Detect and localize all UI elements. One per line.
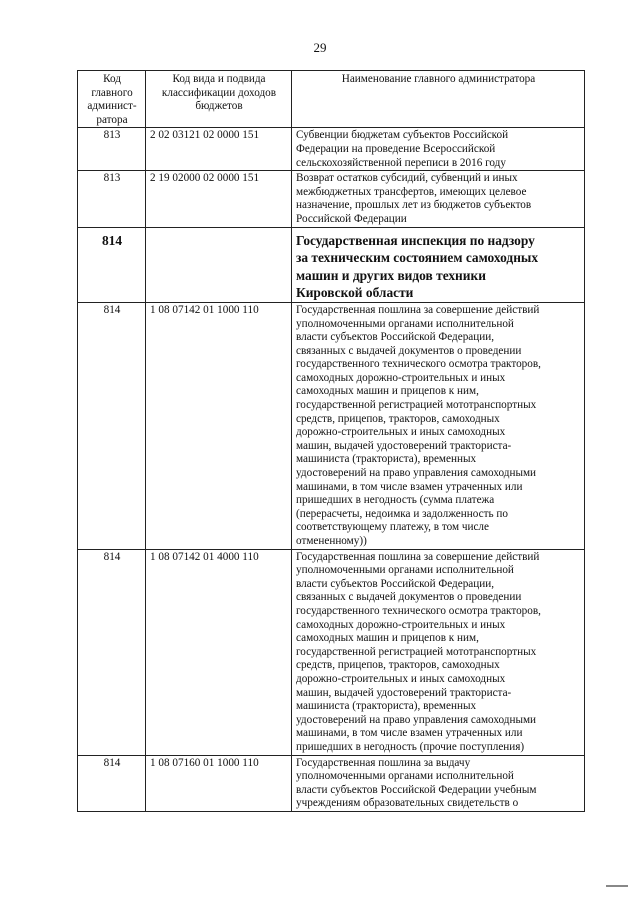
name-line: Государственная инспекция по надзору xyxy=(296,232,535,248)
header-line: бюджетов xyxy=(195,100,243,113)
name-line: сельскохозяйственной переписи в 2016 году xyxy=(296,156,506,169)
name-line: учреждениям образовательных свидетельств о xyxy=(296,797,519,810)
admin-code-cell: 814 xyxy=(78,302,146,549)
name-line: удостоверений на право управления самоходными xyxy=(296,467,537,480)
name-line: дорожно-строительных и иных самоходных xyxy=(296,426,506,439)
name-line: Субвенции бюджетам субъектов Российской xyxy=(296,129,509,142)
name-line: Кировской области xyxy=(296,285,414,301)
name-line: власти субъектов Российской Федерации учебным xyxy=(296,783,537,796)
name-line: средств, прицепов, тракторов, самоходных xyxy=(296,659,500,672)
header-admin-code xyxy=(78,71,146,128)
name-line: за техническим состоянием самоходных xyxy=(296,250,539,266)
revenue-code-cell xyxy=(146,227,292,302)
name-line: самоходных машин и прицепов к ним, xyxy=(296,632,479,645)
name-line: самоходных машин и прицепов к ним, xyxy=(296,385,479,398)
admin-code-cell: 814 xyxy=(78,549,146,755)
name-line: удостоверений на право управления самоходными xyxy=(296,713,537,726)
name-line: машин, выдачей удостоверений тракториста- xyxy=(296,686,512,699)
revenue-code-cell: 2 02 03121 02 0000 151 xyxy=(146,128,292,171)
name-line: власти субъектов Российской Федерации, xyxy=(296,331,495,344)
name-line: (перерасчеты, недоимка и задолженность по xyxy=(296,507,508,520)
name-line: Федерации на проведение Всероссийской xyxy=(296,142,496,155)
header-line: админист- xyxy=(87,100,137,113)
name-line: пришедших в негодность (прочие поступления) xyxy=(296,740,525,753)
name-line: государственной регистрацией мототранспортных xyxy=(296,399,537,412)
name-line: Государственная пошлина за совершение действий xyxy=(296,303,540,316)
revenue-code-cell: 1 08 07142 01 1000 110 xyxy=(146,302,292,549)
revenue-code-cell: 1 08 07142 01 4000 110 xyxy=(146,549,292,755)
name-line: самоходных дорожно-строительных и иных xyxy=(296,371,506,384)
table-header xyxy=(78,71,585,128)
header-admin-name xyxy=(292,71,585,128)
administrator-row xyxy=(78,227,585,302)
table-body xyxy=(78,128,585,812)
header-line: Код вида и подвида xyxy=(172,73,266,85)
name-line: связанных с выдачей документов о проведении xyxy=(296,591,522,604)
name-line: дорожно-строительных и иных самоходных xyxy=(296,672,506,685)
admin-code-cell: 814 xyxy=(78,227,146,302)
header-revenue-code xyxy=(146,71,292,128)
name-line: государственного технического осмотра тракторов, xyxy=(296,604,541,617)
admin-name-cell xyxy=(292,755,585,811)
name-line: машин, выдачей удостоверений тракториста- xyxy=(296,439,512,452)
admin-name-cell xyxy=(292,171,585,227)
name-line: государственной регистрацией мототранспортных xyxy=(296,645,537,658)
header-line: классификации доходов xyxy=(161,86,277,99)
name-line: пришедших в негодность (сумма платежа xyxy=(296,494,495,507)
name-line: Государственная пошлина за совершение действий xyxy=(296,550,540,563)
revenue-code-cell: 2 19 02000 02 0000 151 xyxy=(146,171,292,227)
table-row xyxy=(78,128,585,171)
name-line: государственного технического осмотра тракторов, xyxy=(296,358,541,371)
header-line: Наименование главного администратора xyxy=(341,73,536,85)
header-line: ратора xyxy=(96,113,128,126)
revenue-administrators-table xyxy=(77,70,585,812)
name-line: Государственная пошлина за выдачу xyxy=(296,756,471,769)
name-line: соответствующему платежу, в том числе xyxy=(296,521,489,534)
table-row xyxy=(78,549,585,755)
name-line: межбюджетных трансфертов, имеющих целевое xyxy=(296,185,527,198)
header-line: Код xyxy=(103,73,121,85)
admin-name-cell xyxy=(292,549,585,755)
table-row xyxy=(78,755,585,811)
admin-name-cell xyxy=(292,128,585,171)
name-line: машинами, в том числе взамен утраченных или xyxy=(296,480,523,493)
name-line: власти субъектов Российской Федерации, xyxy=(296,577,495,590)
name-line: уполномоченными органами исполнительной xyxy=(296,317,514,330)
admin-name-cell xyxy=(292,227,585,302)
name-line: средств, прицепов, тракторов, самоходных xyxy=(296,412,500,425)
name-line: Возврат остатков субсидий, субвенций и иных xyxy=(296,172,518,185)
page-number: 29 xyxy=(313,40,327,55)
table-row xyxy=(78,171,585,227)
name-line: уполномоченными органами исполнительной xyxy=(296,564,514,577)
name-line: машиниста (тракториста), временных xyxy=(296,700,477,713)
header-row xyxy=(78,71,585,128)
name-line: машиниста (тракториста), временных xyxy=(296,453,477,466)
name-line: отмененному)) xyxy=(296,535,367,547)
table-row xyxy=(78,302,585,549)
name-line: самоходных дорожно-строительных и иных xyxy=(296,618,506,631)
scan-artifact xyxy=(606,885,628,887)
admin-code-cell: 813 xyxy=(78,128,146,171)
admin-code-cell: 814 xyxy=(78,755,146,811)
name-line: назначение, прошлых лет из бюджетов субъектов xyxy=(296,199,532,212)
name-line: машинами, в том числе взамен утраченных или xyxy=(296,727,523,740)
admin-code-cell: 813 xyxy=(78,171,146,227)
name-line: машин и других видов техники xyxy=(296,267,486,283)
admin-name-cell xyxy=(292,302,585,549)
name-line: уполномоченными органами исполнительной xyxy=(296,770,514,783)
header-line: главного xyxy=(91,86,133,99)
revenue-code-cell: 1 08 07160 01 1000 110 xyxy=(146,755,292,811)
name-line: Российской Федерации xyxy=(296,212,407,225)
name-line: связанных с выдачей документов о проведении xyxy=(296,344,522,357)
